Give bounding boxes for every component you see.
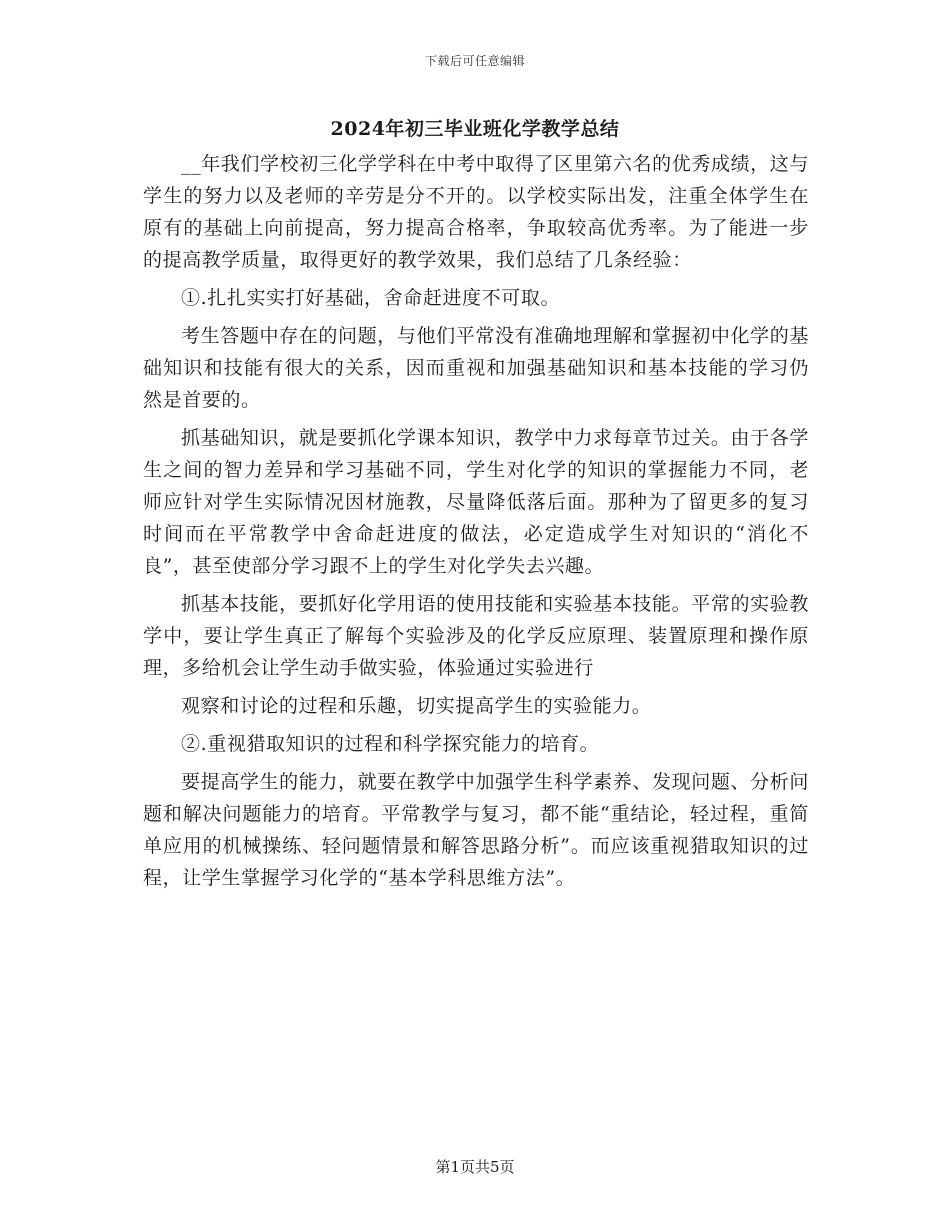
page-number: 第1页共5页	[435, 1158, 515, 1176]
paragraph-ability: 要提高学生的能力，就要在教学中加强学生科学素养、发现问题、分析问题和解决问题能力的培育。平常教学与复习，都不能“重结论，轻过程，重简单应用的机械操练、轻问题情景和解答思路分析”。而应该重视猎取知识的过程，让学生掌握学习化学的“基本学科思维方法”。	[143, 771, 809, 889]
paragraph-skills-continued: 观察和讨论的过程和乐趣，切实提高学生的实验能力。	[181, 695, 652, 717]
page-header-note: 下载后可任意编辑	[424, 54, 525, 68]
paragraph-basic-knowledge: 抓基础知识，就是要抓化学课本知识，教学中力求每章节过关。由于各学生之间的智力差异和学习基础不同，学生对化学的知识的掌握能力不同，老师应针对学生实际情况因材施教，尽量降低落后面。那种为了留更多的复习时间而在平常教学中舍命赶进度的做法，必定造成学生对知识的“消化不良”，甚至使部分学习跟不上的学生对化学失去兴趣。	[143, 427, 809, 577]
document-body	[143, 148, 809, 900]
paragraph-basic-skills: 抓基本技能，要抓好化学用语的使用技能和实验基本技能。平常的实验教学中，要让学生真正了解每个实验涉及的化学反应原理、装置原理和操作原理，多给机会让学生动手做实验，体验通过实验进行	[143, 593, 809, 679]
document-title: 2024年初三毕业班化学教学总结	[330, 118, 620, 140]
paragraph-point-2: ②.重视猎取知识的过程和科学探究能力的培育。	[181, 733, 600, 755]
paragraph-point-1: ①.扎扎实实打好基础，舍命赶进度不可取。	[181, 287, 561, 309]
paragraph-intro: __年我们学校初三化学学科在中考中取得了区里第六名的优秀成绩，这与学生的努力以及老师的辛劳是分不开的。以学校实际出发，注重全体学生在原有的基础上向前提高，努力提高合格率，争取较高优秀率。为了能进一步的提高教学质量，取得更好的教学效果，我们总结了几条经验：	[143, 153, 809, 271]
paragraph-exam-issues: 考生答题中存在的问题，与他们平常没有准确地理解和掌握初中化学的基础知识和技能有很大的关系，因而重视和加强基础知识和基本技能的学习仍然是首要的。	[143, 325, 809, 411]
